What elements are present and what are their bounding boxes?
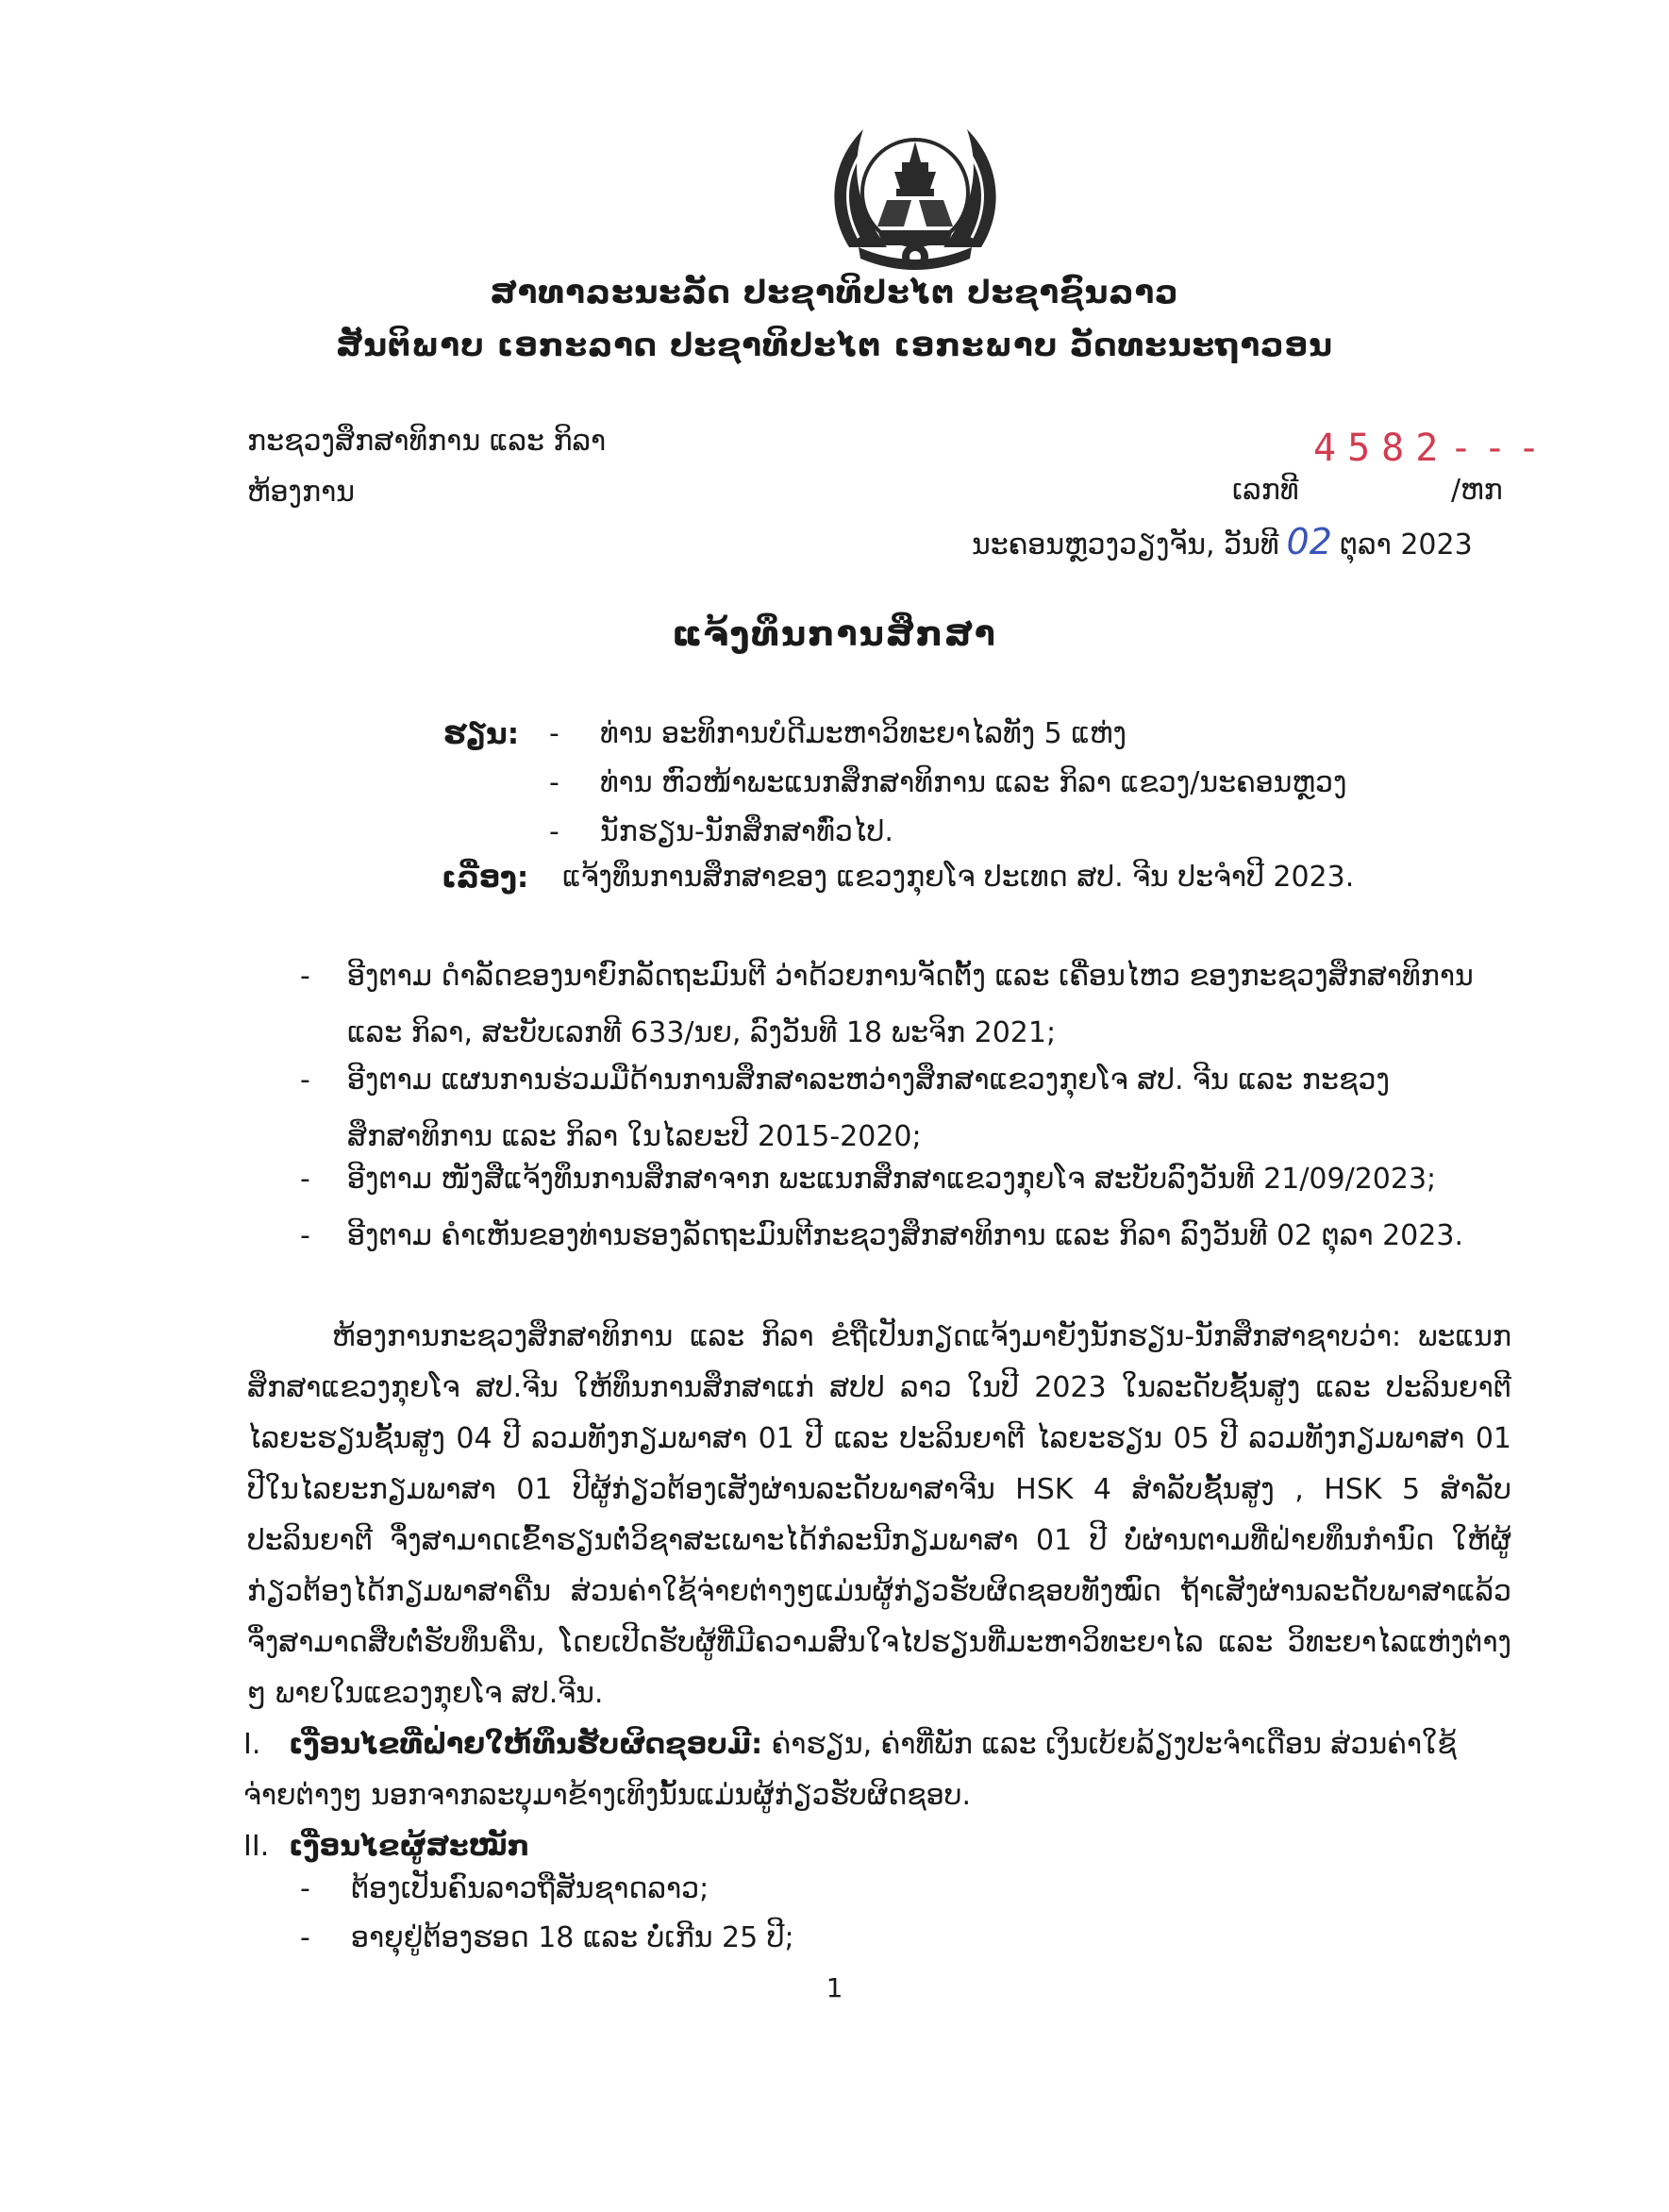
document-date [972,521,1473,562]
subject-text: ແຈ້ງທຶນການສຶກສາຂອງ ແຂວງກຸຍໂຈ ປະເທດ ສປ. ຈີນ ປະຈໍາປີ 2023. [562,861,1355,894]
requirement-text: ຕ້ອງເປັນຄົນລາວຖືສັນຊາດລາວ; [351,1872,709,1905]
requirement-text: ອາຍຸຢູ່ຕ້ອງຮອດ 18 ແລະ ບໍ່ເກີນ 25 ປີ; [351,1921,794,1954]
date-suffix: ຕຸລາ 2023 [1339,528,1473,561]
document-title: ແຈ້ງທຶນການສຶກສາ [672,615,997,654]
reference-item [300,1052,1517,1165]
date-prefix: ນະຄອນຫຼວງວຽງຈັນ, ວັນທີ [972,528,1279,561]
section-1 [243,1719,1508,1821]
document-number-label: ເລກທີ [1232,474,1299,507]
recipient-item: ທ່ານ ອະທິການບໍດີມະຫາວິທະຍາໄລທັງ 5 ແຫ່ງ [600,717,1127,750]
section-heading: ເງື່ອນໄຂທີ່ຝ່າຍໃຫ້ທຶນຮັບຜິດຊອບມີ: [289,1728,763,1761]
recipient-item: ນັກຮຽນ-ນັກສຶກສາທົ່ວໄປ. [600,815,893,848]
date-day: 02 [1286,521,1332,562]
reference-text: ອີງຕາມ ຄໍາເຫັນຂອງທ່ານຮອງລັດຖະມົນຕີກະຊວງສຶກສາທິການ ແລະ ກິລາ ລົງວັນທີ 02 ຕຸລາ 2023. [347,1219,1463,1252]
reference-text: ອີງຕາມ ດໍາລັດຂອງນາຍົກລັດຖະມົນຕີ ວ່າດ້ວຍການຈັດຕັ້ງ ແລະ ເຄື່ອນໄຫວ ຂອງກະຊວງສຶກສາທິການ ແລະ ກິລາ, ສະບັບເລກທີ 633/ນຍ, ລົງວັນທີ 18 ພະຈິກ 2021; [347,960,1474,1049]
recipients-label: ຮຽນ: [443,717,520,751]
body-paragraph: ຫ້ອງການກະຊວງສຶກສາທິການ ແລະ ກິລາ ຂໍຖືເປັນກຽດແຈ້ງມາຍັງນັກຮຽນ-ນັກສຶກສາຊາບວ່າ: ພະແນກສຶກສາແຂວງກຸຍໂຈ ສປ.ຈີນ ໃຫ້ທຶນການສຶກສາແກ່ ສປປ ລາວ ໃນປີ 2023 ໃນລະດັບຊັ້ນສູງ ແລະ ປະລິນຍາຕີ ໄລຍະຮຽນຊັ້ນສູງ 04 ປີ ລວມທັງກຽມພາສາ 01 ປີ ແລະ ປະລິນຍາຕີ ໄລຍະຮຽນ 05 ປີ ລວມທັງກຽມພາສາ 01 ປີໃນໄລຍະກຽມພາສາ 01 ປີຜູ້ກ່ຽວຕ້ອງເສັງຜ່ານລະດັບພາສາຈີນ HSK 4 ສໍາລັບຊັ້ນສູງ , HSK 5 ສໍາລັບປະລິນຍາຕີ ຈຶ່ງສາມາດເຂົ້າຮຽນຕໍ່ວິຊາສະເພາະໄດ້ກໍລະນີກຽມພາສາ 01 ປີ ບໍ່ຜ່ານຕາມທີ່ຝ່າຍທຶນກໍານົດ ໃຫ້ຜູ້ກ່ຽວຕ້ອງໄດ້ກຽມພາສາຄືນ ສ່ວນຄ່າໃຊ້ຈ່າຍຕ່າງໆແມ່ນຜູ້ກ່ຽວຮັບຜິດຊອບທັງໝົດ ຖ້າເສັງຜ່ານລະດັບພາສາແລ້ວ ຈຶ່ງສາມາດສືບຕໍ່ຮັບທຶນຄືນ, ໂດຍເປີດຮັບຜູ້ທີ່ມີຄວາມສົນໃຈໄປຮຽນທີ່ມະຫາວິທະຍາໄລ ແລະ ວິທະຍາໄລແຫ່ງຕ່າງໆ ພາຍໃນແຂວງກຸຍໂຈ ສປ.ຈີນ. [247,1320,1511,1710]
requirement-dash: - [300,1872,310,1905]
reference-item [300,1151,1517,1208]
section-number: II. [243,1830,270,1863]
requirement-item [300,1921,794,1954]
header-line-1: ສາທາລະນະລັດ ປະຊາທິປະໄຕ ປະຊາຊົນລາວ [490,274,1179,311]
sender-office: ຫ້ອງການ [247,476,356,509]
reference-item [300,1208,1517,1265]
requirement-dash: - [300,1921,310,1954]
reference-text: ອີງຕາມ ໜັງສືແຈ້ງທຶນການສຶກສາຈາກ ພະແນກສຶກສາແຂວງກຸຍໂຈ ສະບັບລົງວັນທີ 21/09/2023; [347,1163,1437,1196]
reference-item [300,948,1517,1062]
reference-dash: - [300,1064,310,1097]
section-heading: ເງື່ອນໄຂຜູ້ສະໝັກ [289,1830,530,1863]
reference-dash: - [300,1219,310,1252]
recipient-dash: - [549,717,559,750]
reference-dash: - [300,1163,310,1196]
recipient-dash: - [549,766,559,799]
document-number-stamp: 4582--- [1313,427,1552,470]
national-emblem-icon [821,106,1010,276]
reference-text: ອີງຕາມ ແຜນການຮ່ວມມືດ້ານການສຶກສາລະຫວ່າງສຶກສາແຂວງກຸຍໂຈ ສປ. ຈີນ ແລະ ກະຊວງສຶກສາທິການ ແລະ ກິລາ ໃນໄລຍະປີ 2015-2020; [347,1064,1390,1153]
sender-ministry: ກະຊວງສຶກສາທິການ ແລະ ກິລາ [247,425,607,458]
section-number: I. [243,1728,261,1761]
recipient-dash: - [549,815,559,848]
section-text: ຄ່າຮຽນ, ຄ່າທີ່ພັກ ແລະ ເງິນເບ້ຍລ້ຽງປະຈໍາເດືອນ ສ່ວນຄ່າໃຊ້ຈ່າຍຕ່າງໆ ນອກຈາກລະບຸມາຂ້າງເທິງນັ້ນແມ່ນຜູ້ກ່ຽວຮັບຜິດຊອບ. [243,1728,1457,1812]
recipient-item: ທ່ານ ຫົວໜ້າພະແນກສຶກສາທິການ ແລະ ກິລາ ແຂວງ/ນະຄອນຫຼວງ [600,766,1347,799]
page-number: 1 [826,1972,843,2003]
subject-label: ເລື່ອງ: [442,861,529,895]
header-line-2: ສັນຕິພາບ ເອກະລາດ ປະຊາທິປະໄຕ ເອກະພາບ ວັດທະນະຖາວອນ [336,327,1333,364]
reference-dash: - [300,960,310,993]
document-number-suffix: /ຫກ [1451,474,1503,507]
requirement-item [300,1872,709,1905]
section-2 [243,1821,1508,1872]
